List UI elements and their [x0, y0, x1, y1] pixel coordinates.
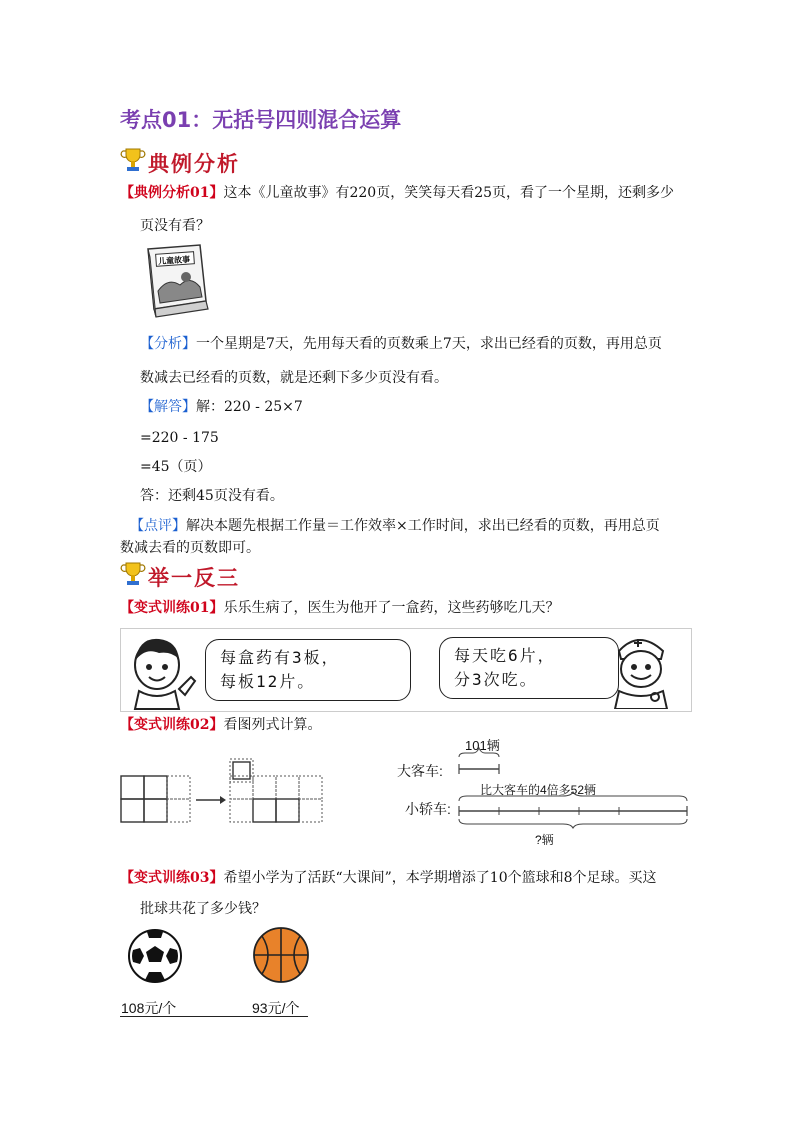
- bus-car-line-diagram: [395, 735, 695, 850]
- example-tag: 【典例分析01】: [120, 185, 224, 201]
- car-row-label: 小轿车:: [405, 801, 451, 817]
- practice3-question-text: 希望小学为了活跃“大课间”，本学期增添了10个篮球和8个足球。买这: [223, 870, 657, 886]
- answer-line2: =220 - 175: [140, 430, 219, 446]
- bubble-left-line2: 每板12片。: [220, 672, 316, 691]
- comment-text: 解决本题先根据工作量＝工作效率×工作时间，求出已经看的页数，再用总页: [186, 518, 660, 534]
- practice2-question-line: [120, 715, 321, 735]
- speech-bubble-left: [205, 639, 411, 701]
- book-illustration: [140, 243, 216, 319]
- practice2-tag: 【变式训练02】: [120, 717, 224, 733]
- comment-line1: [130, 516, 660, 536]
- basketball-icon: [252, 926, 310, 984]
- practice2-question-text: 看图列式计算。: [223, 717, 322, 733]
- line-segments: [395, 735, 695, 850]
- bus-count-label: 101辆: [465, 738, 500, 753]
- comment-line2: 数减去看的页数即可。: [120, 540, 260, 556]
- practice1-illustration: [120, 628, 692, 712]
- bubble-right-line2: 分3次吃。: [454, 670, 538, 689]
- relation-label: 比大客车的4倍多52辆: [480, 783, 597, 797]
- bus-row-label: 大客车:: [397, 763, 443, 779]
- answer-tag: 【解答】: [140, 399, 196, 415]
- answer-text: 解：220 - 25×7: [196, 399, 303, 415]
- boy-illustration: [125, 631, 205, 711]
- trophy-icon: [120, 560, 146, 590]
- soccer-price-label: 108元/个: [121, 1000, 177, 1016]
- section-example-header: [120, 146, 250, 178]
- doctor-illustration: [605, 629, 685, 709]
- analysis-tag: 【分析】: [140, 336, 196, 352]
- practice3-question-line2: 批球共花了多少钱？: [140, 901, 266, 917]
- bubble-left-line1: 每盒药有3板，: [220, 648, 340, 667]
- comment-tag: 【点评】: [130, 518, 186, 534]
- analysis-text: 一个星期是7天，先用每天看的页数乘上7天，求出已经看的页数，再用总页: [196, 336, 662, 352]
- answer-line1: [140, 397, 303, 417]
- page-title: 考点01：无括号四则混合运算: [120, 108, 402, 132]
- section-practice-header: [120, 560, 250, 592]
- grid-transform-figure: [120, 758, 335, 828]
- book-title-text: 儿童故事: [157, 254, 191, 267]
- section-practice-label: 举一反三: [148, 566, 240, 590]
- practice1-question-text: 乐乐生病了，医生为他开了一盒药，这些药够吃几天？: [223, 600, 560, 616]
- soccer-ball-icon: [127, 928, 183, 984]
- section-example-label: 典例分析: [148, 152, 240, 176]
- example-question-line2: 页没有看？: [140, 218, 210, 234]
- answer-line3: =45（页）: [140, 459, 212, 475]
- practice1-question-line: [120, 598, 559, 618]
- basketball-price-label: 93元/个: [252, 1000, 300, 1016]
- answer-line4: 答：还剩45页没有看。: [140, 488, 284, 504]
- practice3-tag: 【变式训练03】: [120, 870, 224, 886]
- trophy-icon: [120, 146, 146, 176]
- price-underline: [120, 1016, 308, 1017]
- example-question-line1: [120, 183, 674, 203]
- analysis-line2: 数减去已经看的页数，就是还剩下多少页没有看。: [140, 370, 448, 386]
- example-question-text: 这本《儿童故事》有220页，笑笑每天看25页，看了一个星期，还剩多少: [223, 185, 675, 201]
- speech-bubble-right: [439, 637, 619, 699]
- analysis-line1: [140, 334, 662, 354]
- bubble-right-line1: 每天吃6片，: [454, 646, 556, 665]
- car-unknown-label: ?辆: [535, 833, 554, 847]
- practice3-question-line1: [120, 868, 657, 888]
- practice1-tag: 【变式训练01】: [120, 600, 224, 616]
